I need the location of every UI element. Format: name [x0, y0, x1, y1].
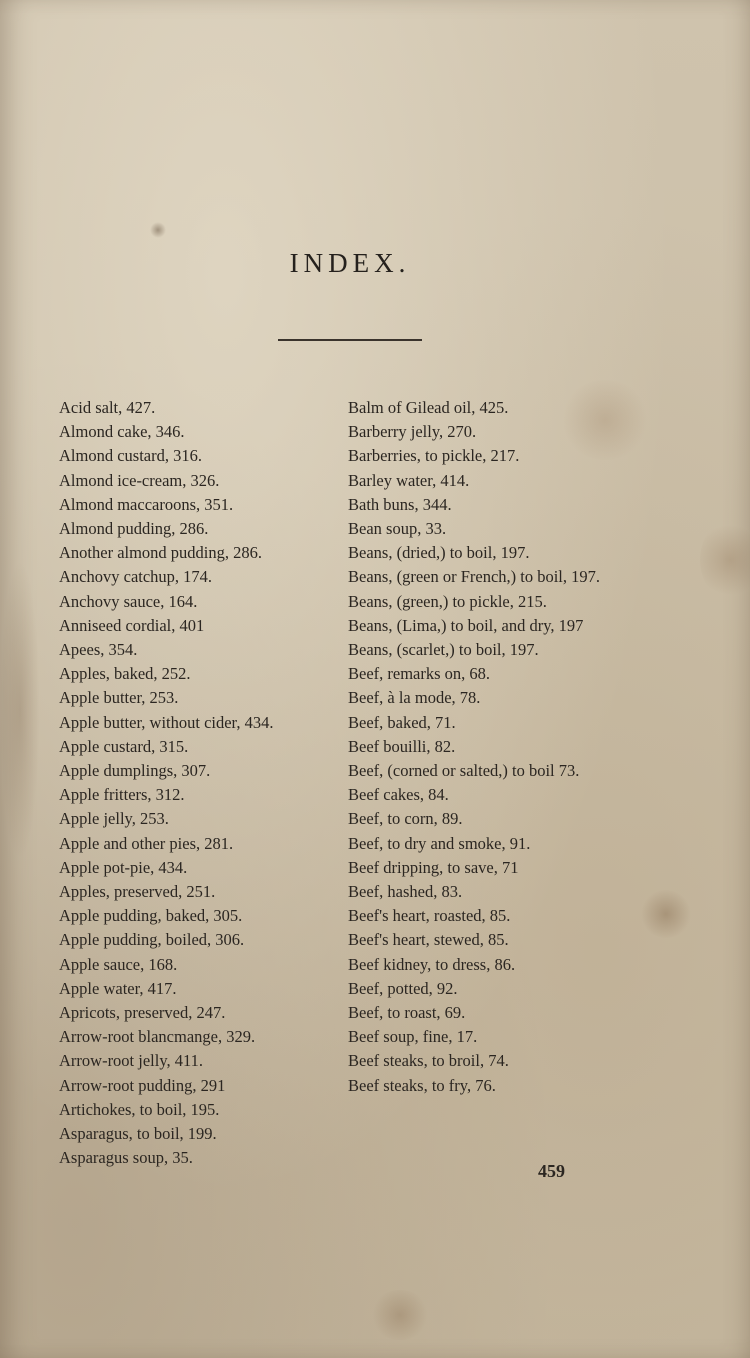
- index-entry: Asparagus soup, 35.: [59, 1148, 193, 1168]
- index-entry: Beef cakes, 84.: [348, 785, 449, 805]
- index-entry: Barley water, 414.: [348, 470, 470, 490]
- index-entry: Almond cake, 346.: [59, 422, 185, 442]
- index-entry: Beef dripping, to save, 71: [348, 857, 519, 877]
- index-entry: Apples, preserved, 251.: [59, 882, 216, 902]
- index-entry: Apple dumplings, 307.: [59, 761, 211, 781]
- index-entry: Beef, potted, 92.: [348, 978, 458, 998]
- index-entry: Apple pot-pie, 434.: [59, 857, 188, 877]
- index-entry: Anchovy sauce, 164.: [59, 591, 198, 611]
- index-entry: Almond pudding, 286.: [59, 519, 209, 539]
- index-entry: Beef, (corned or salted,) to boil 73.: [348, 761, 580, 781]
- page-title: INDEX.: [289, 248, 411, 278]
- index-entry: Arrow-root blancmange, 329.: [59, 1027, 256, 1047]
- index-entry: Beef, to corn, 89.: [348, 809, 463, 829]
- index-entry: Apricots, preserved, 247.: [59, 1003, 226, 1023]
- index-entry: Anniseed cordial, 401: [59, 615, 205, 635]
- paper-stain: [640, 890, 692, 938]
- index-entry: Apple and other pies, 281.: [59, 833, 234, 853]
- index-entry: Apples, baked, 252.: [59, 664, 191, 684]
- index-entry: Beans, (Lima,) to boil, and dry, 197: [348, 615, 584, 635]
- index-entry: Apple custard, 315.: [59, 736, 189, 756]
- index-entry: Beef's heart, roasted, 85.: [348, 906, 511, 926]
- index-entry: Apple butter, 253.: [59, 688, 179, 708]
- index-entry: Apple fritters, 312.: [59, 785, 185, 805]
- index-entry: Beef, to dry and smoke, 91.: [348, 833, 531, 853]
- paper-stain: [370, 1290, 430, 1340]
- index-entry: Beef steaks, to fry, 76.: [348, 1075, 496, 1095]
- index-entry: Beans, (green,) to pickle, 215.: [348, 591, 547, 611]
- index-entry: Beef, à la mode, 78.: [348, 688, 481, 708]
- index-entry: Beef, baked, 71.: [348, 712, 456, 732]
- index-column-left: [59, 396, 344, 1171]
- index-entry: Arrow-root jelly, 411.: [59, 1051, 204, 1071]
- index-entry: Barberries, to pickle, 217.: [348, 446, 520, 466]
- paper-stain: [0, 560, 40, 860]
- index-entry: Balm of Gilead oil, 425.: [348, 398, 509, 417]
- index-entry: Artichokes, to boil, 195.: [59, 1099, 220, 1119]
- index-entry: Beef bouilli, 82.: [348, 736, 456, 756]
- index-entry: Beef's heart, stewed, 85.: [348, 930, 509, 950]
- paper-stain: [700, 520, 750, 600]
- index-entry: Almond ice-cream, 326.: [59, 470, 220, 490]
- index-entry: Apple pudding, boiled, 306.: [59, 930, 245, 950]
- title-rule: [278, 339, 422, 341]
- index-entry: Apple butter, without cider, 434.: [59, 712, 274, 732]
- index-entry: Apees, 354.: [59, 640, 138, 660]
- index-entry: Apple water, 417.: [59, 978, 177, 998]
- index-entry: Almond maccaroons, 351.: [59, 494, 234, 514]
- index-entry: Anchovy catchup, 174.: [59, 567, 213, 587]
- index-entry: Another almond pudding, 286.: [59, 543, 263, 563]
- index-entry: Acid salt, 427.: [59, 398, 156, 417]
- index-entry: Asparagus, to boil, 199.: [59, 1124, 217, 1144]
- index-entry: Arrow-root pudding, 291: [59, 1075, 226, 1095]
- index-entry: Bath buns, 344.: [348, 494, 452, 514]
- index-entry: Apple jelly, 253.: [59, 809, 169, 829]
- paper-stain: [150, 222, 166, 238]
- index-entry: Bean soup, 33.: [348, 519, 447, 539]
- index-entry: Beef steaks, to broil, 74.: [348, 1051, 509, 1071]
- index-entry: Apple pudding, baked, 305.: [59, 906, 243, 926]
- index-entry: Apple sauce, 168.: [59, 954, 178, 974]
- index-entry: Beans, (green or French,) to boil, 197.: [348, 567, 601, 587]
- index-entry: Beef kidney, to dress, 86.: [348, 954, 516, 974]
- index-entry: Beef, remarks on, 68.: [348, 664, 491, 684]
- index-column-right: [348, 396, 628, 1098]
- index-entry: Beans, (dried,) to boil, 197.: [348, 543, 530, 563]
- index-entry: Beef, to roast, 69.: [348, 1003, 466, 1023]
- index-entry: Beans, (scarlet,) to boil, 197.: [348, 640, 539, 660]
- index-entry: Beef soup, fine, 17.: [348, 1027, 478, 1047]
- index-entry: Barberry jelly, 270.: [348, 422, 477, 442]
- index-entry: Almond custard, 316.: [59, 446, 202, 466]
- page-number: 459: [538, 1161, 565, 1181]
- index-entry: Beef, hashed, 83.: [348, 882, 463, 902]
